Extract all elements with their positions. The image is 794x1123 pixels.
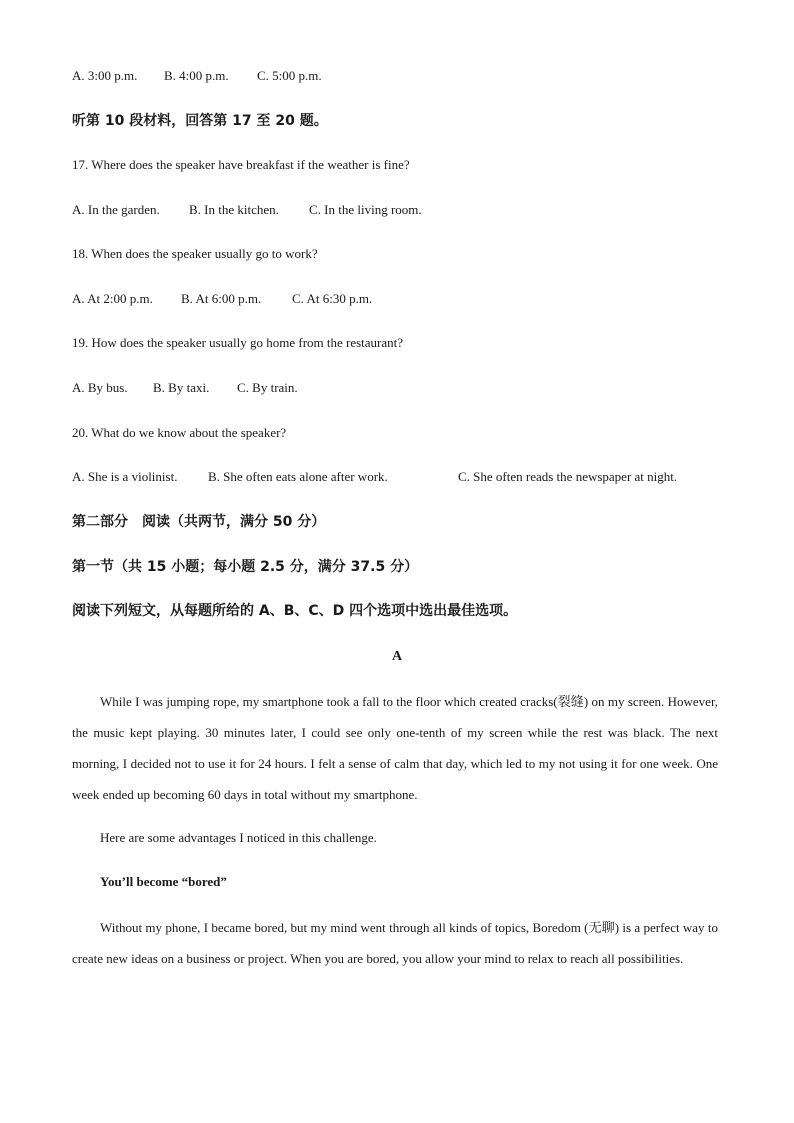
q17-option-b: B. In the kitchen. bbox=[189, 202, 279, 217]
q20-option-b: B. She often eats alone after work. bbox=[208, 469, 388, 484]
q20-option-a: A. She is a violinist. bbox=[72, 469, 178, 484]
passage-paragraph-2: Here are some advantages I noticed in this challenge. bbox=[100, 830, 377, 845]
passage-paragraph-1: While I was jumping rope, my smartphone took a fall to the floor which created cracks(裂缝) on my screen. However, the music kept playing. 30 minutes later, I could see only one-tenth of my screen while the rest was black. The next morning, I decided not to use it for 24 hours. I felt a sense of calm that day, which led to my not using it for one week. One week ended up becoming 60 days in total without my smartphone. bbox=[72, 694, 718, 802]
section1-heading: 第一节（共 15 小题；每小题 2.5 分，满分 37.5 分） bbox=[72, 559, 419, 575]
q17-options bbox=[72, 202, 422, 218]
passage-paragraph-3: Without my phone, I became bored, but my mind went through all kinds of topics, Boredom (无聊) is a perfect way to create new ideas on a business or project. When you are bored, you allow your mind to relax to reach all possibilities. bbox=[72, 920, 718, 966]
q19-option-c: C. By train. bbox=[237, 380, 298, 395]
passage-title: A bbox=[391, 649, 403, 664]
passage-subheading: You’ll become “bored” bbox=[100, 874, 227, 889]
q18-option-a: A. At 2:00 p.m. bbox=[72, 291, 153, 306]
part2-heading: 第二部分 阅读（共两节，满分 50 分） bbox=[72, 514, 326, 530]
section10-heading: 听第 10 段材料，回答第 17 至 20 题。 bbox=[72, 113, 328, 129]
q18-option-b: B. At 6:00 p.m. bbox=[181, 291, 262, 306]
q18-options bbox=[72, 291, 372, 307]
q19-option-a: A. By bus. bbox=[72, 380, 128, 395]
q20-option-c: C. She often reads the newspaper at night. bbox=[458, 469, 678, 484]
q17-question: 17. Where does the speaker have breakfast if the weather is fine? bbox=[72, 157, 410, 172]
q19-question: 19. How does the speaker usually go home from the restaurant? bbox=[72, 335, 404, 350]
q16-option-c: C. 5:00 p.m. bbox=[257, 68, 322, 83]
q20-question: 20. What do we know about the speaker? bbox=[72, 425, 287, 440]
q18-option-c: C. At 6:30 p.m. bbox=[292, 291, 373, 306]
reading-instruction: 阅读下列短文，从每题所给的 A、B、C、D 四个选项中选出最佳选项。 bbox=[72, 603, 518, 619]
q16-option-b: B. 4:00 p.m. bbox=[164, 68, 229, 83]
q17-option-c: C. In the living room. bbox=[309, 202, 422, 217]
q20-options bbox=[72, 469, 677, 485]
q16-option-a: A. 3:00 p.m. bbox=[72, 68, 138, 83]
q18-question: 18. When does the speaker usually go to work? bbox=[72, 246, 318, 261]
q16-options bbox=[72, 68, 322, 84]
q19-option-b: B. By taxi. bbox=[153, 380, 210, 395]
q19-options bbox=[72, 380, 298, 396]
q17-option-a: A. In the garden. bbox=[72, 202, 160, 217]
